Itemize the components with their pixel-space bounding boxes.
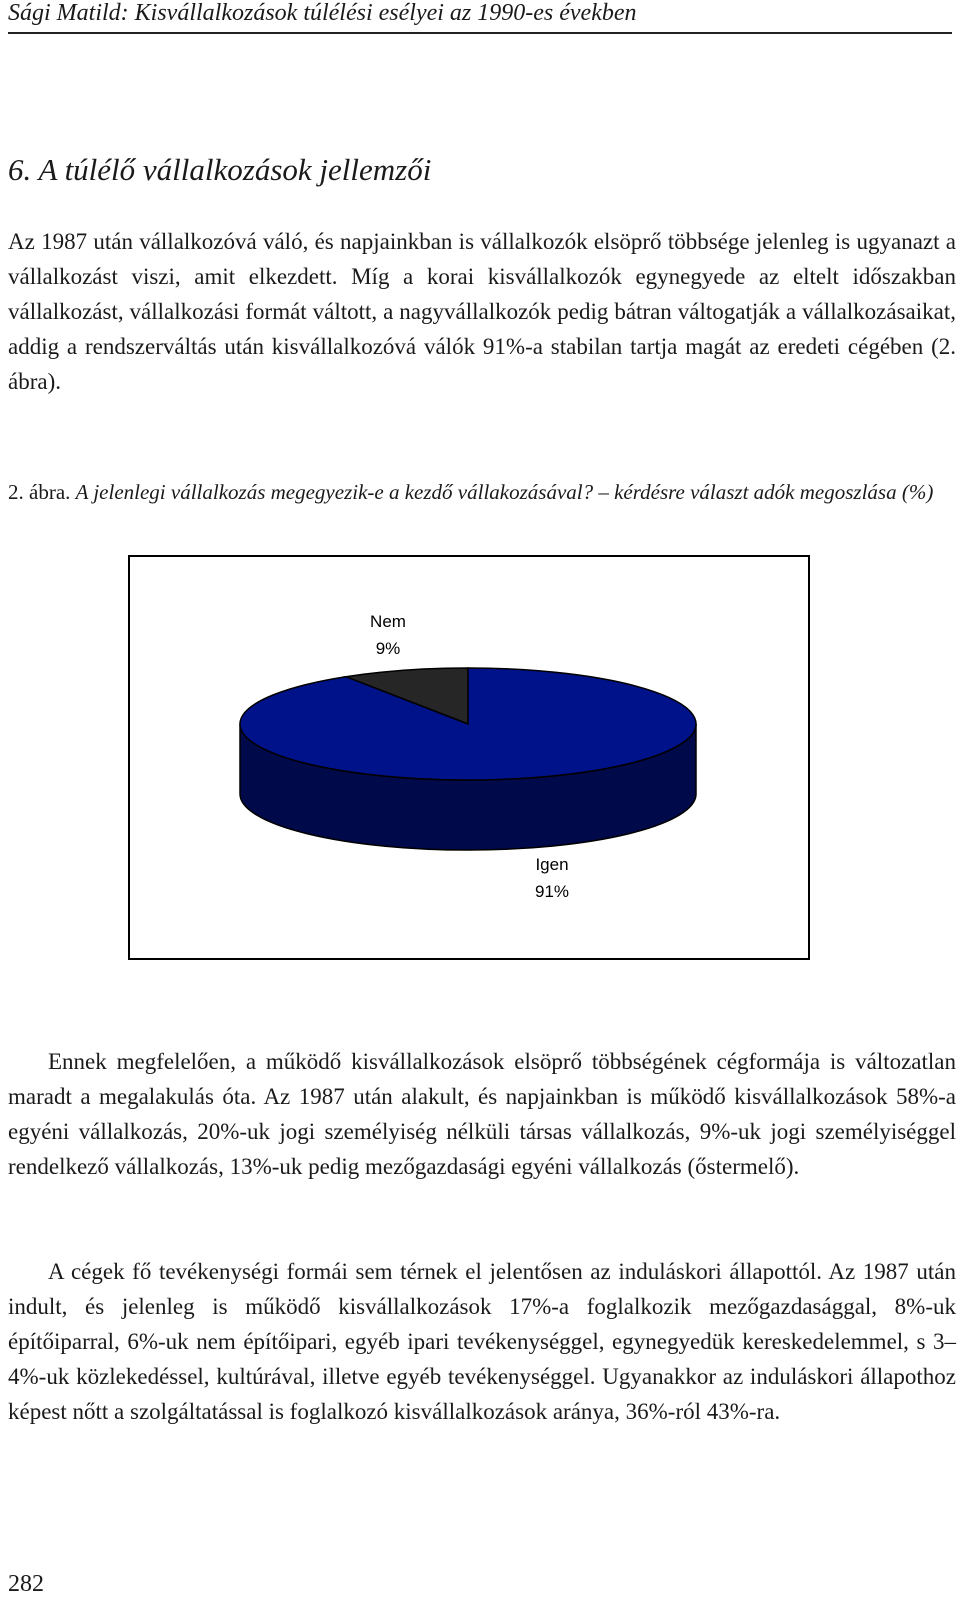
- figure-caption-text: A jelenlegi vállalkozás megegyezik-e a kezdő vállakozásával? – kérdésre választ adók megoszlása (%): [75, 480, 934, 504]
- running-head: Sági Matild: Kisvállalkozások túlélési esélyei az 1990-es években: [8, 0, 952, 34]
- pie-value-nem: 9%: [375, 639, 401, 658]
- figure-label: 2. ábra.: [8, 480, 71, 504]
- paragraph-1: Az 1987 után vállalkozóvá váló, és napjainkban is vállalkozók elsöprő többsége jelenleg is ugyanazt a vállalkozást viszi, amit elkezdett. Míg a korai kisvállalkozók egynegyede az eltelt időszakban vállalkozást, vállalkozási formát váltott, a nagyvállalkozók pedig bátran váltogatják a vállalkozásaikat, addig a rendszerváltás után kisvállalkozóvá válók 91%-a stabilan tartja magát az eredeti cégében (2. ábra).: [8, 229, 956, 394]
- page-number: 282: [8, 1571, 44, 1597]
- paragraph-3: A cégek fő tevékenységi formái sem térnek el jelentősen az induláskori állapottól. Az 1987 után indult, és jelenleg is működő kisvállalkozások 17%-a foglalkozik mezőgazdasággal, 8%-uk építőiparral, 6%-uk nem építőipari, egyéb ipari tevékenységgel, egynegyedük kereskedelemmel, s 3–4%-uk közlekedéssel, kultúrával, illetve egyéb tevékenységgel. Ugyanakkor az induláskori állapothoz képest nőtt a szolgáltatással is foglalkozó kisvállalkozások aránya, 36%-ról 43%-ra.: [8, 1259, 956, 1424]
- pie-chart: [130, 557, 812, 962]
- figure-caption: [8, 476, 938, 509]
- pie-chart-frame: [128, 555, 810, 960]
- pie-label-igen: Igen: [535, 855, 569, 874]
- pie-value-igen: 91%: [534, 882, 570, 901]
- section-title: 6. A túlélő vállalkozások jellemzői: [8, 152, 432, 187]
- pie-slice-igen: [240, 668, 696, 780]
- paragraph-2: Ennek megfelelően, a működő kisvállalkozások elsöprő többségének cégformája is változatlan maradt a megalakulás óta. Az 1987 után alakult, és napjainkban is működő kisvállalkozások 58%-a egyéni vállalkozás, 20%-uk jogi személyiség nélküli társas vállalkozás, 9%-uk jogi személyiséggel rendelkező vállalkozás, 13%-uk pedig mezőgazdasági egyéni vállalkozás (őstermelő).: [8, 1049, 956, 1179]
- pie-label-nem: Nem: [370, 612, 406, 631]
